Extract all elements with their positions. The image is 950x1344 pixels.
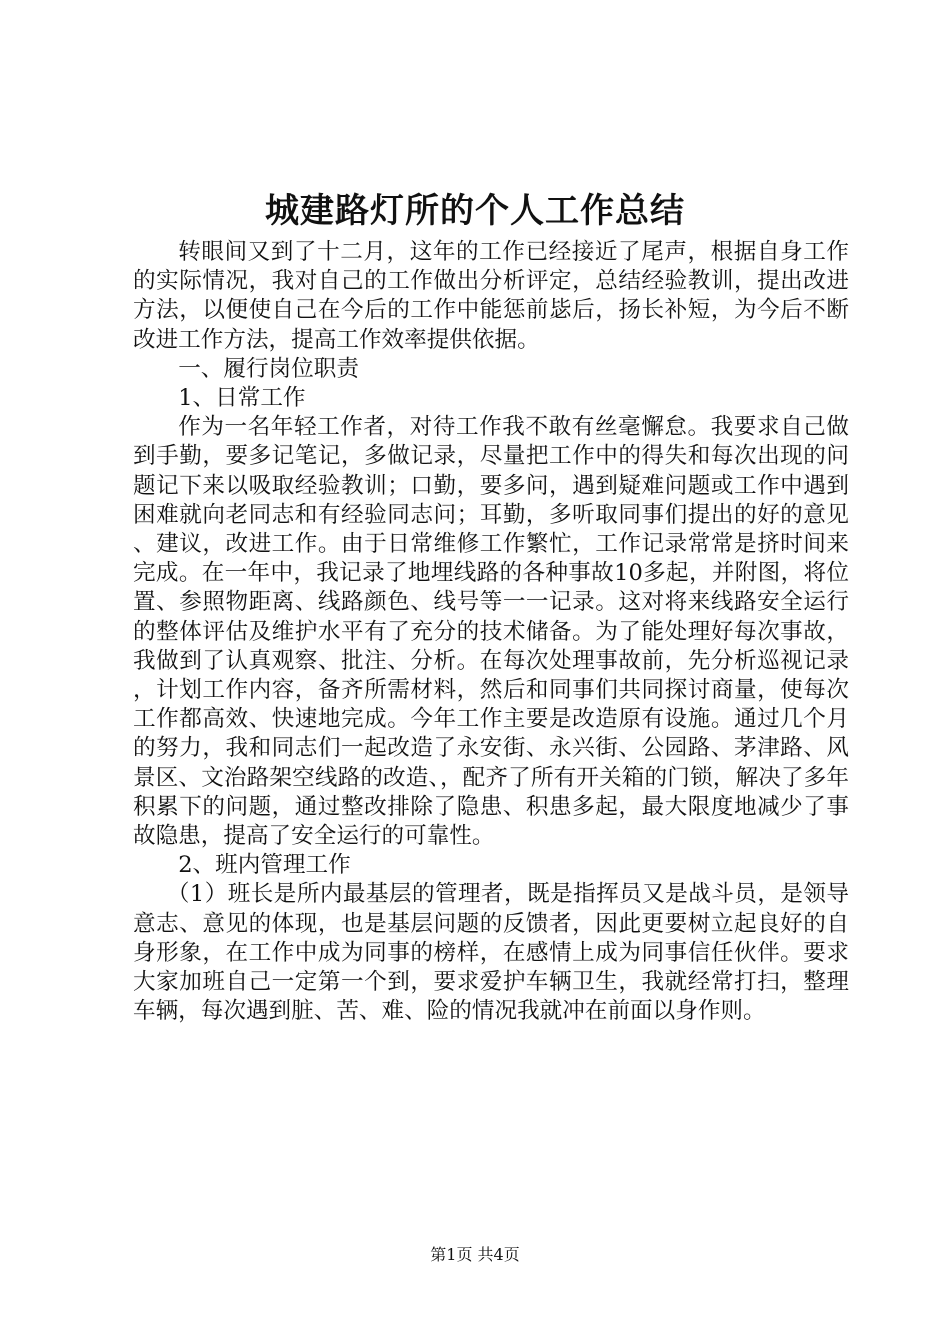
intro-paragraph: 转眼间又到了十二月，这年的工作已经接近了尾声，根据自身工作的实际情况，我对自己的工作做出分析评定，总结经验教训，提出改进方法，以便使自己在今后的工作中能惩前毖后，扬长补短，为今后不断改进工作方法，提高工作效率提供依据。 (133, 239, 849, 353)
team-management-paragraph: （1）班长是所内最基层的管理者，既是指挥员又是战斗员，是领导意志、意见的体现，也是基层问题的反馈者，因此更要树立起良好的自身形象，在工作中成为同事的榜样，在感情上成为同事信任伙伴。要求大家加班自己一定第一个到，要求爱护车辆卫生，我就经常打扫，整理车辆，每次遇到脏、苦、难、险的情况我就冲在前面以身作则。 (133, 881, 849, 1025)
document-title: 城建路灯所的个人工作总结 (265, 191, 685, 231)
daily-work-paragraph: 作为一名年轻工作者，对待工作我不敢有丝毫懈怠。我要求自己做到手勤，要多记笔记，多做记录，尽量把工作中的得失和每次出现的问题记下来以吸取经验教训；口勤，要多问，遇到疑难问题或工作中遇到困难就向老同志和有经验同志问；耳勤，多听取同事们提出的好的意见、建议，改进工作。由于日常维修工作繁忙，工作记录常常是挤时间来完成。在一年中，我记录了地埋线路的各种事故10多起，并附图，将位置、参照物距离、线路颜色、线号等一一记录。这对将来线路安全运行的整体评估及维护水平有了充分的技术储备。为了能处理好每次事故，我做到了认真观察、批注、分析。在每次处理事故前，先分析巡视记录，计划工作内容，备齐所需材料，然后和同事们共同探讨商量，使每次工作都高效、快速地完成。今年工作主要是改造原有设施。通过几个月的努力，我和同志们一起改造了永安街、永兴街、公园路、茅津路、风景区、文治路架空线路的改造、，配齐了所有开关箱的门锁，解决了多年积累下的问题，通过整改排除了隐患、积患多起，最大限度地减少了事故隐患，提高了安全运行的可靠性。 (133, 414, 849, 850)
page-footer: 第1页 共4页 (430, 1245, 520, 1264)
document-body (133, 238, 849, 1026)
subsection-heading-team-management: 2、班内管理工作 (178, 852, 351, 879)
section-heading-duties: 一、履行岗位职责 (178, 355, 359, 382)
subsection-heading-daily-work: 1、日常工作 (178, 385, 306, 412)
